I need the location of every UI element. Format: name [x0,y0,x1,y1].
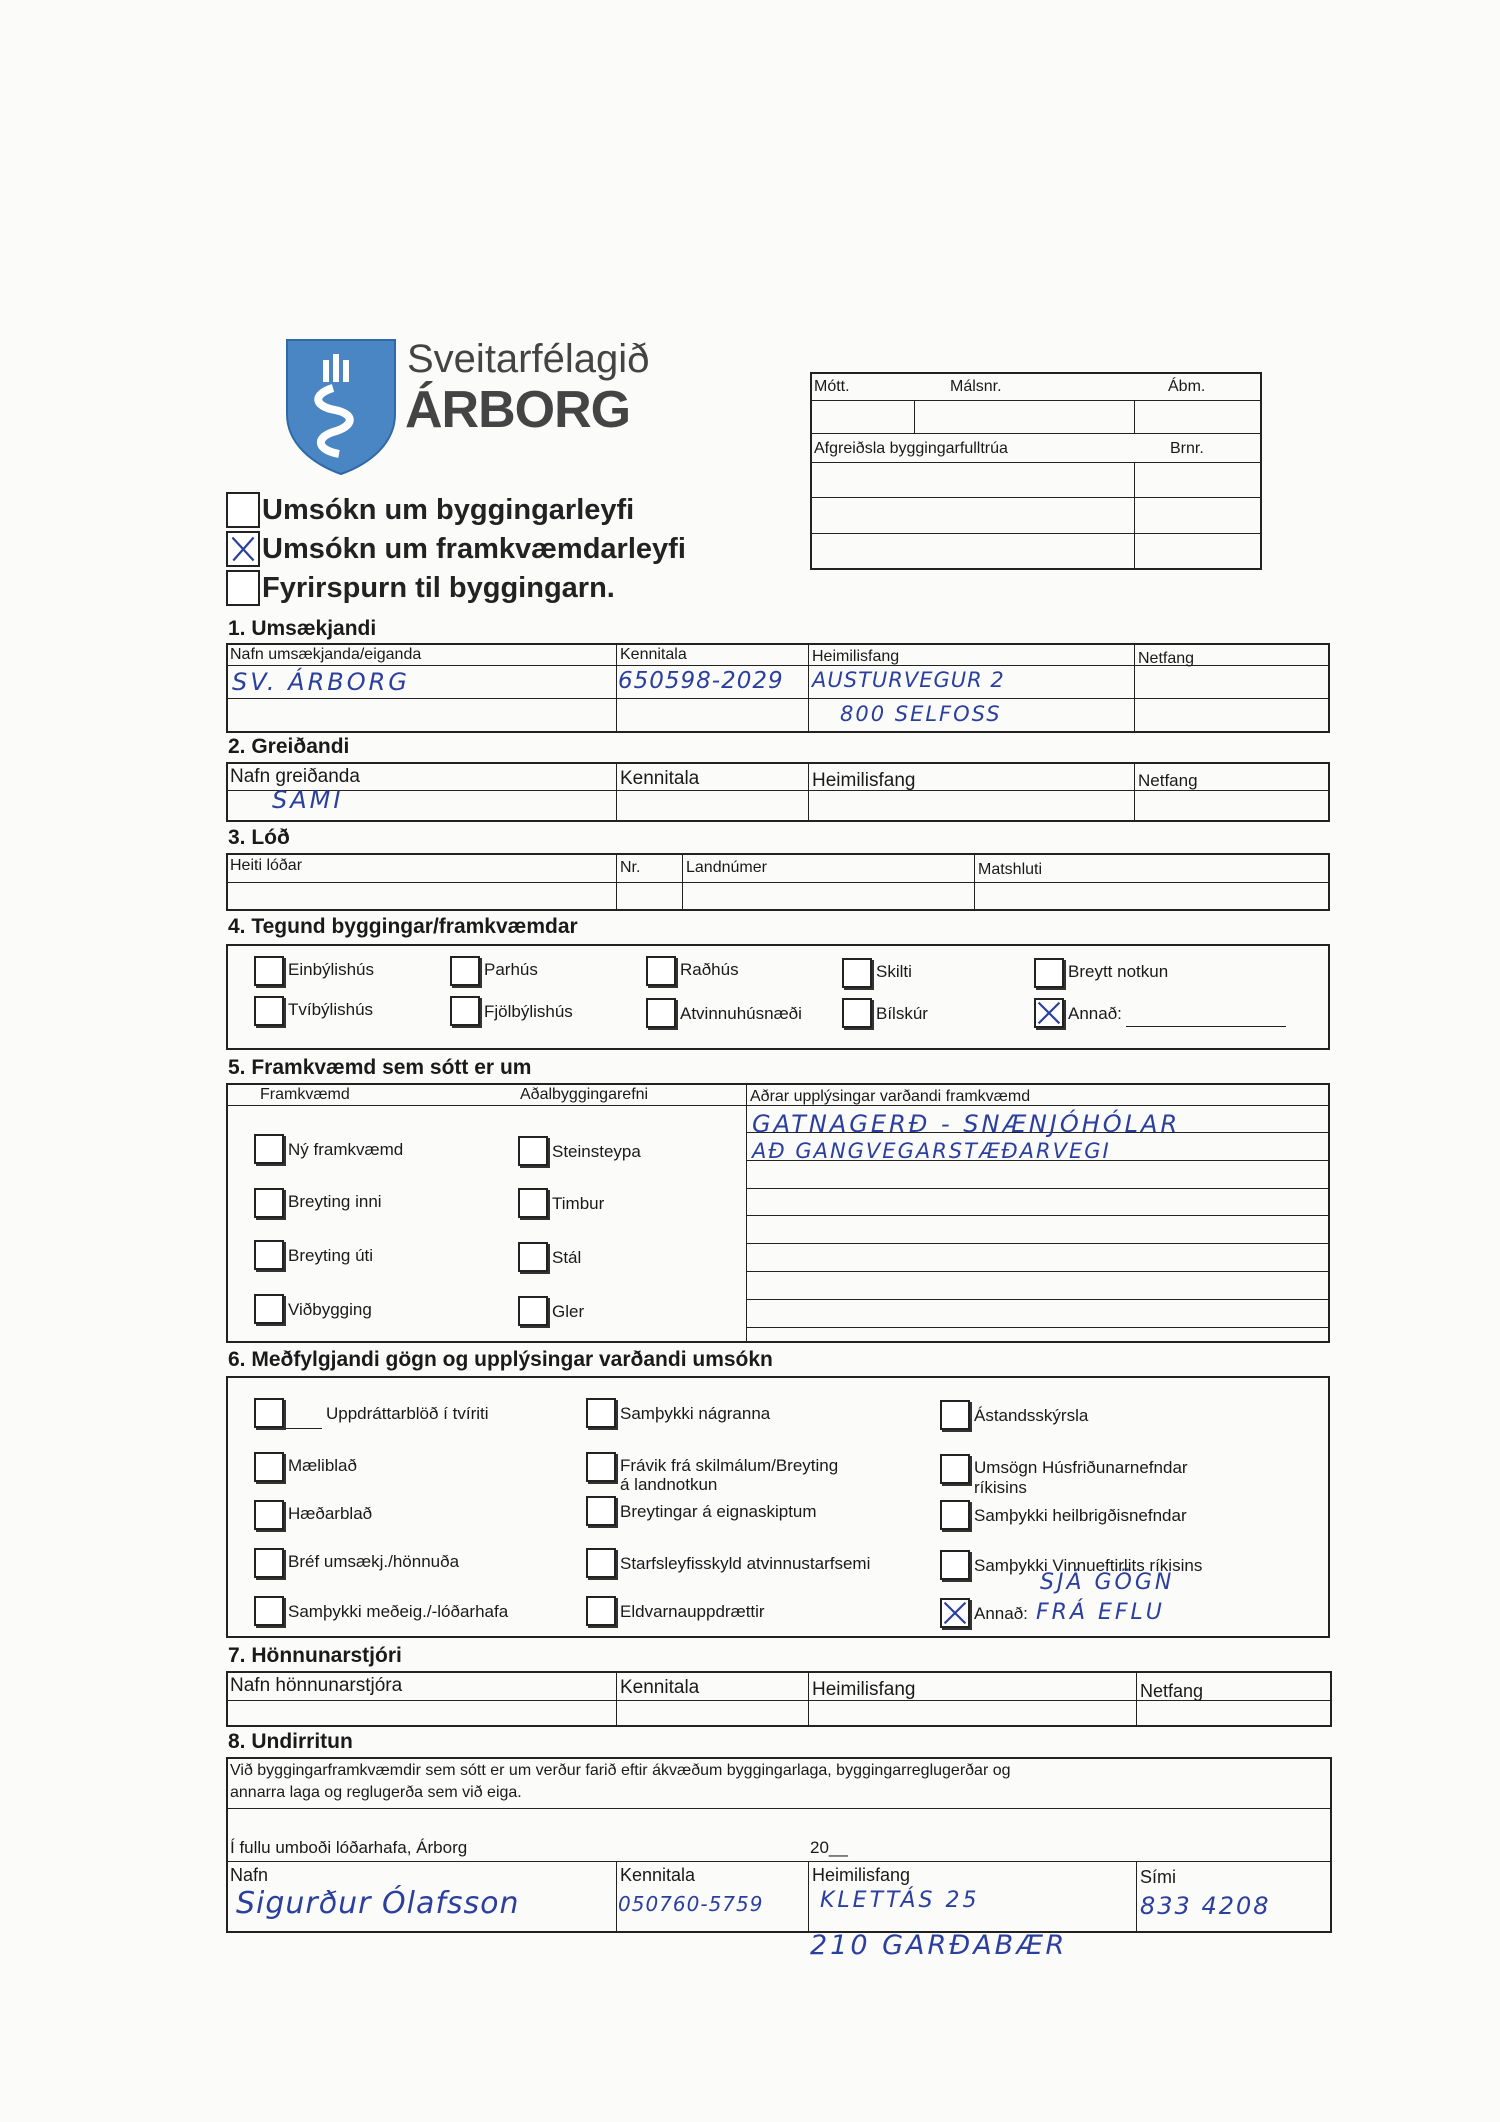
section8-text2: annarra laga og reglugerða sem við eiga. [230,1784,522,1801]
gogn-checkbox-bref[interactable] [254,1548,284,1578]
type-checkbox-tvibylishus[interactable] [254,996,284,1026]
type-label-annad: Annað: [1068,1004,1122,1023]
type-checkbox-atvinnuhusnaedi[interactable] [646,998,676,1028]
gogn-label-uppdrattarblod: Uppdráttarblöð í tvíriti [326,1404,489,1423]
section1-col-address: Heimilisfang [812,648,900,665]
type-checkbox-bilskur[interactable] [842,998,872,1028]
section8-text1: Við byggingarframkvæmdir sem sótt er um verður farið eftir ákvæðum byggingarlaga, byggingarreglugerðar og [230,1762,1011,1779]
gogn-label-eldvarnir: Eldvarnauppdrættir [620,1602,765,1621]
section8-kt-value[interactable]: 050760-5759 [618,1892,764,1916]
framkvaemd-checkbox-breyting-inni[interactable] [254,1188,284,1218]
gogn-checkbox-heilbrigdisnefnd[interactable] [940,1500,970,1530]
gogn-label-sampykki-medeig: Samþykki meðeig./-lóðarhafa [288,1602,509,1621]
gogn-label-bref: Bréf umsækj./hönnuða [288,1552,460,1571]
type-checkbox-skilti[interactable] [842,958,872,988]
section5-col-efni: Aðalbyggingarefni [520,1086,649,1103]
section1-name-value[interactable]: SV. ÁRBORG [232,668,410,696]
x-mark-icon [228,533,258,565]
gogn-annad-hand2[interactable]: FRÁ EFLU [1036,1600,1165,1625]
gogn-checkbox-husfridun[interactable] [940,1454,970,1484]
efni-checkbox-stal[interactable] [518,1242,548,1272]
type-label-atvinnuhusnaedi: Atvinnuhúsnæði [680,1004,802,1023]
efni-checkbox-timbur[interactable] [518,1188,548,1218]
type-checkbox-fjolbylishus[interactable] [450,996,480,1026]
gogn-checkbox-starfsleyfi[interactable] [586,1548,616,1578]
efni-checkbox-steinsteypa[interactable] [518,1136,548,1166]
section1-col-name: Nafn umsækjanda/eiganda [230,646,422,663]
section3-col-nr: Nr. [620,859,641,876]
section7-col-kt: Kennitala [620,1677,700,1698]
type-annad-line [1126,1026,1286,1027]
type-label-einbylishus: Einbýlishús [288,960,374,979]
office-malsnr-label: Málsnr. [950,378,1002,395]
gogn-checkbox-haedarblad[interactable] [254,1500,284,1530]
gogn-checkbox-eignaskipti[interactable] [586,1496,616,1526]
section8-col-address: Heimilisfang [812,1865,911,1885]
gogn-label-eignaskipti: Breytingar á eignaskiptum [620,1502,817,1521]
section2-title: 2. Greiðandi [228,735,350,758]
arborg-logo [283,336,399,476]
office-abm-label: Ábm. [1168,378,1206,395]
type-label-bilskur: Bílskúr [876,1004,928,1023]
section2-col-kt: Kennitala [620,768,700,789]
brand-line1: Sveitarfélagið [407,337,650,381]
brand-line2: ÁRBORG [405,381,631,439]
framkvaemd-checkbox-ny[interactable] [254,1134,284,1164]
section3-col-matshluti: Matshluti [978,861,1043,878]
framkvaemd-checkbox-vidbygging[interactable] [254,1294,284,1324]
type-label-breytt-notkun: Breytt notkun [1068,962,1169,981]
section8-name-signature[interactable]: Sigurður Ólafsson [236,1886,520,1921]
section2-col-email: Netfang [1138,771,1198,790]
section1-col-email: Netfang [1138,650,1195,667]
gogn-checkbox-astandsskyrsla[interactable] [940,1400,970,1430]
gogn-checkbox-sampykki-medeig[interactable] [254,1596,284,1626]
efni-label-stal: Stál [552,1248,582,1267]
section3-title: 3. Lóð [228,826,290,849]
type-checkbox-breytt-notkun[interactable] [1034,958,1064,988]
framkvaemd-label-breyting-inni: Breyting inni [288,1192,382,1211]
section3-col-landnr: Landnúmer [686,859,767,876]
efni-label-gler: Gler [552,1302,585,1321]
section1-address-line1[interactable]: AUSTURVEGUR 2 [812,668,1005,692]
section5-title: 5. Framkvæmd sem sótt er um [228,1056,532,1079]
efni-label-timbur: Timbur [552,1194,605,1213]
type-checkbox-annad[interactable] [1034,998,1064,1028]
efni-label-steinsteypa: Steinsteypa [552,1142,641,1161]
arborg-shield-icon [283,336,399,476]
type-checkbox-radhus[interactable] [646,956,676,986]
gogn-annad-hand1[interactable]: SJÁ GÖGN [1040,1570,1175,1595]
office-mott-label: Mótt. [814,378,850,395]
framkvaemd-label-ny: Ný framkvæmd [288,1140,404,1159]
x-mark-icon [1036,1000,1062,1026]
section7-col-address: Heimilisfang [812,1679,916,1700]
gogn-checkbox-fravik[interactable] [586,1452,616,1482]
section2-col-address: Heimilisfang [812,770,916,791]
gogn-checkbox-sampykki-nagranna[interactable] [586,1398,616,1428]
framkvaemd-checkbox-breyting-uti[interactable] [254,1240,284,1270]
section5-col-info: Aðrar upplýsingar varðandi framkvæmd [750,1088,1031,1105]
section8-phone-value[interactable]: 833 4208 [1140,1892,1271,1920]
gogn-label-fravik: Frávik frá skilmálum/Breyting [620,1456,839,1475]
office-box [810,372,1262,570]
app-type-label-1: Umsókn um byggingarleyfi [262,494,635,526]
section2-name-value[interactable]: SAMI [272,786,344,814]
x-mark-icon [942,1600,968,1626]
gogn-label-annad: Annað: [974,1604,1028,1623]
type-label-skilti: Skilti [876,962,912,981]
section5-info-line2[interactable]: AÐ GANGVEGARSTÆÐARVEGI [752,1139,1111,1163]
app-type-checkbox-3[interactable] [226,570,260,606]
section8-col-name: Nafn [230,1865,269,1885]
gogn-label-maelibl: Mæliblað [288,1456,357,1475]
app-type-checkbox-2[interactable] [226,531,260,567]
section8-address-line2[interactable]: 210 GARÐABÆR [810,1930,1068,1961]
gogn-uppdrattarblod-line [286,1428,322,1429]
section4-box [226,944,1330,1050]
section4-title: 4. Tegund byggingar/framkvæmdar [228,915,578,938]
type-checkbox-parhus[interactable] [450,956,480,986]
section8-address-line1[interactable]: KLETTÁS 25 [820,1888,980,1913]
framkvaemd-label-breyting-uti: Breyting úti [288,1246,374,1265]
section7-title: 7. Hönnunarstjóri [228,1644,402,1667]
office-afgreidsla-label: Afgreiðsla byggingarfulltrúa [814,440,1008,457]
gogn-label-astandsskyrsla: Ástandsskýrsla [974,1406,1089,1425]
gogn-label-vinnueftirlit: Samþykki Vinnueftirlits ríkisins [974,1556,1203,1575]
gogn-checkbox-vinnueftirlit[interactable] [940,1550,970,1580]
section1-title: 1. Umsækjandi [228,617,377,640]
section8-umbod: Í fullu umboði lóðarhafa, Árborg [230,1838,468,1857]
section2-col-name: Nafn greiðanda [230,766,360,787]
app-type-label-2: Umsókn um framkvæmdarleyfi [262,533,686,565]
gogn-label-husfridun: Umsögn Húsfriðunarnefndar [974,1458,1188,1477]
section8-col-kt: Kennitala [620,1865,696,1885]
section3-col-name: Heiti lóðar [230,857,303,874]
section1-address-line2[interactable]: 800 SELFOSS [840,702,1002,726]
section6-title: 6. Meðfylgjandi gögn og upplýsingar varðandi umsókn [228,1348,773,1371]
section1-kt-value[interactable]: 650598-2029 [618,668,784,694]
gogn-label-heilbrigdisnefnd: Samþykki heilbrigðisnefndar [974,1506,1187,1525]
section8-col-phone: Sími [1140,1867,1176,1887]
section5-info-line1[interactable]: GATNAGERÐ - SNÆNJÓHÓLAR [752,1110,1181,1138]
office-brnr-label: Brnr. [1170,440,1204,457]
section8-year: 20__ [810,1838,848,1857]
gogn-checkbox-uppdrattarblod[interactable] [254,1398,284,1428]
framkvaemd-label-vidbygging: Viðbygging [288,1300,372,1319]
type-label-parhus: Parhús [484,960,538,979]
gogn-label-husfridun-2: ríkisins [974,1478,1027,1497]
gogn-label-fravik-2: á landnotkun [620,1475,718,1494]
gogn-label-haedarblad: Hæðarblað [288,1504,373,1523]
section7-col-name: Nafn hönnunarstjóra [230,1675,403,1696]
efni-checkbox-gler[interactable] [518,1296,548,1326]
type-label-radhus: Raðhús [680,960,739,979]
gogn-checkbox-annad[interactable] [940,1598,970,1628]
gogn-label-starfsleyfi: Starfsleyfisskyld atvinnustarfsemi [620,1554,871,1573]
section1-col-kt: Kennitala [620,646,687,663]
type-label-fjolbylishus: Fjölbýlishús [484,1002,573,1021]
app-type-checkbox-1[interactable] [226,492,260,528]
section5-col-framkvaemd: Framkvæmd [260,1086,350,1103]
section8-title: 8. Undirritun [228,1730,353,1753]
gogn-label-sampykki-nagranna: Samþykki nágranna [620,1404,771,1423]
app-type-label-3: Fyrirspurn til byggingarn. [262,572,615,604]
gogn-checkbox-eldvarnir[interactable] [586,1596,616,1626]
type-label-tvibylishus: Tvíbýlishús [288,1000,374,1019]
gogn-checkbox-maelibl[interactable] [254,1452,284,1482]
section7-col-email: Netfang [1140,1681,1204,1701]
type-checkbox-einbylishus[interactable] [254,956,284,986]
